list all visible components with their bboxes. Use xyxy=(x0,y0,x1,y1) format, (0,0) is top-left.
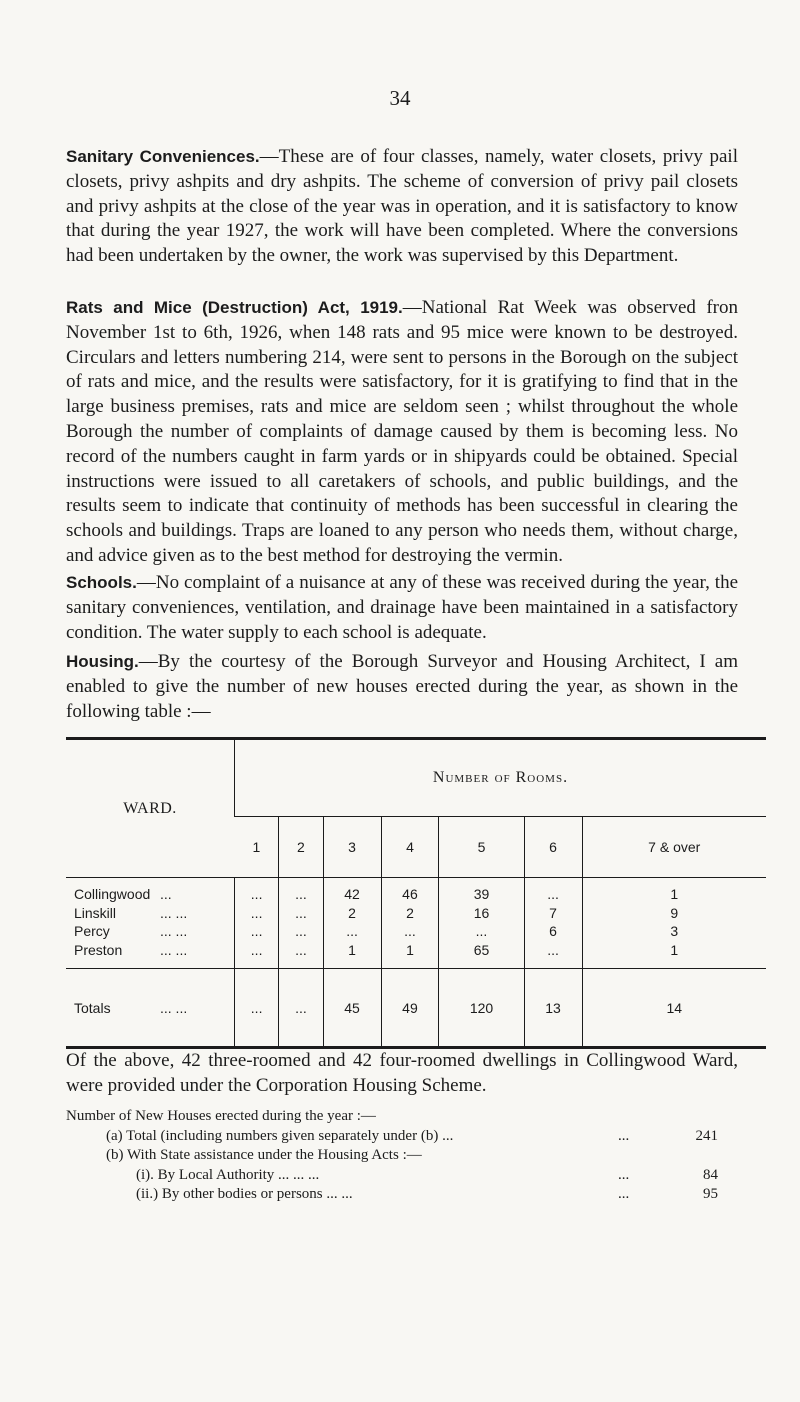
table-cell: 2 xyxy=(348,904,356,921)
total-rooms-3: 45 xyxy=(323,969,381,1048)
total-rooms-4: 49 xyxy=(381,969,439,1048)
totals-row xyxy=(66,969,766,1048)
table-cell: ... xyxy=(295,904,307,921)
rooms-4-header: 4 xyxy=(381,817,439,878)
list-item-text: (b) With State assistance under the Housing Acts :— xyxy=(106,1147,422,1163)
schools-text: —No complaint of a nuisance at any of these was received during the year, the sanitary conveniences, ventilation, and drainage have been maintained in a satisfactory condition. The water supply to each school is adequate. xyxy=(66,572,738,643)
list-item xyxy=(86,1166,718,1186)
table-cell: 3 xyxy=(670,923,679,939)
rats-text: —National Rat Week was observed fron November 1st to 6th, 1926, when 148 rats and 95 mice were known to be destroyed. Circulars and letters numbering 214, were sent to persons in the Borough on the subject of rats and mice, and the results were satisfactory, for it is gratifying to find that in the large business premises, rats and mice are seldom seen ; whilst throughout the whole Borough the number of complaints of damage caused by them is becoming less. No record of the numbers caught in farm yards or in shipyards could be obtained. Special instructions were issued to all caretakers of schools, and public buildings, and the results seem to indicate that continuity of methods has been successful in clearing the schools and buildings. Traps are loaned to any person who needs them, without charge, and advice given as to the best method for destroying the vermin. xyxy=(66,297,738,566)
list-item-text: (i). By Local Authority ... ... ... xyxy=(136,1166,320,1183)
totals-leader-dots: ... ... xyxy=(160,999,188,1016)
table-cell: ... xyxy=(250,941,263,958)
table-cell: ... xyxy=(404,923,416,939)
rooms-3-values xyxy=(323,878,381,969)
table-cell: 65 xyxy=(473,941,490,958)
table-cell: 1 xyxy=(348,941,356,958)
ward-name: Percy xyxy=(74,923,110,939)
total-rooms-2: ... xyxy=(279,969,323,1048)
list-item-text: (a) Total (including numbers given separately under (b) ... xyxy=(106,1127,454,1144)
housing-paragraph xyxy=(66,650,738,724)
housing-heading: Housing. xyxy=(66,652,139,671)
ward-leader-dots: ... ... xyxy=(160,904,188,921)
list-item xyxy=(86,1185,718,1205)
ward-name: Linskill xyxy=(74,904,117,921)
ward-name: Collingwood xyxy=(74,886,151,902)
rooms-2-header: 2 xyxy=(279,817,323,878)
houses-table xyxy=(66,737,766,1049)
totals-label-line xyxy=(74,1000,234,1016)
list-item-value: 241 xyxy=(695,1127,718,1144)
rats-heading: Rats and Mice (Destruction) Act, 1919. xyxy=(66,298,403,317)
table-cell: 1 xyxy=(670,941,679,958)
list-item xyxy=(86,1146,718,1166)
rooms-7-over-values xyxy=(582,878,766,969)
table-cell: ... xyxy=(250,886,263,902)
rooms-5-values xyxy=(439,878,524,969)
sanitary-text: —These are of four classes, namely, water closets, privy pail closets, privy ashpits and dry ashpits. The scheme of conversion of privy pail closets and privy ashpits at the close of the year was in operation, and it is satisfactory to know that during the year 1927, the work will have been completed. Where the conversions had been undertaken by the owner, the work was supervised by this Department. xyxy=(66,146,738,267)
rooms-column-header: Number of Rooms. xyxy=(235,739,767,817)
list-item-value: 95 xyxy=(703,1186,718,1202)
list-item-text: (ii.) By other bodies or persons ... ... xyxy=(136,1186,353,1202)
totals-label: Totals xyxy=(74,999,111,1016)
table-cell: 46 xyxy=(402,886,418,902)
rooms-7-over-header: 7 & over xyxy=(582,817,766,878)
list-item-dots xyxy=(618,1146,678,1166)
rooms-5-header: 5 xyxy=(439,817,524,878)
list-item-dots: ... xyxy=(618,1166,630,1183)
total-rooms-5: 120 xyxy=(439,969,524,1048)
table-cell: 42 xyxy=(344,886,360,902)
ward-rows xyxy=(66,878,766,969)
rooms-1-header: 1 xyxy=(235,817,279,878)
table-cell: 39 xyxy=(473,886,490,902)
rooms-6-header: 6 xyxy=(524,817,582,878)
table-cell: 7 xyxy=(549,904,557,921)
table-cell: ... xyxy=(250,923,263,939)
table-cell: ... xyxy=(547,886,559,902)
list-item-dots: ... xyxy=(618,1186,630,1202)
table-cell: 9 xyxy=(670,904,679,921)
table-cell: 2 xyxy=(406,904,414,921)
table-row xyxy=(74,922,234,941)
table-cell: 6 xyxy=(549,923,557,939)
table-cell: ... xyxy=(250,904,263,921)
table-cell: ... xyxy=(346,923,358,939)
table-cell: ... xyxy=(475,923,488,939)
sanitary-paragraph xyxy=(66,145,738,269)
new-houses-list xyxy=(66,1107,718,1205)
table-header-row xyxy=(66,739,766,817)
table-cell: 1 xyxy=(670,886,679,902)
sanitary-heading: Sanitary Conveniences. xyxy=(66,147,260,166)
rooms-1-values xyxy=(235,878,279,969)
table-cell: ... xyxy=(295,886,307,902)
list-item-dots: ... xyxy=(618,1127,630,1144)
total-rooms-7-over: 14 xyxy=(582,969,766,1048)
list-intro: Number of New Houses erected during the year :— xyxy=(66,1108,376,1124)
rooms-4-values xyxy=(381,878,439,969)
table-row xyxy=(74,941,234,960)
ward-names-cell xyxy=(66,878,235,969)
table-row xyxy=(74,904,234,923)
ward-name: Preston xyxy=(74,941,123,958)
page-number: 34 xyxy=(389,86,411,110)
ward-leader-dots: ... ... xyxy=(160,923,188,939)
ward-leader-dots: ... ... xyxy=(160,941,188,958)
rooms-6-values xyxy=(524,878,582,969)
rooms-3-header: 3 xyxy=(323,817,381,878)
table-cell: ... xyxy=(295,923,307,939)
table-cell: ... xyxy=(547,941,559,958)
table-cell: 1 xyxy=(406,941,414,958)
rats-paragraph xyxy=(66,296,738,569)
list-item-value xyxy=(678,1146,718,1166)
totals-label-cell xyxy=(66,969,235,1048)
schools-heading: Schools. xyxy=(66,573,137,592)
summary-paragraph: Of the above, 42 three-roomed and 42 four-roomed dwellings in Collingwood Ward, were provided under the Corporation Housing Scheme. xyxy=(66,1050,738,1096)
housing-text: —By the courtesy of the Borough Surveyor and Housing Architect, I am enabled to give the number of new houses erected during the year, as shown in the following table :— xyxy=(66,651,738,722)
list-item xyxy=(86,1127,718,1147)
rooms-2-values xyxy=(279,878,323,969)
ward-column-header: WARD. xyxy=(123,799,177,817)
schools-paragraph xyxy=(66,571,738,645)
list-item-value: 84 xyxy=(703,1166,718,1183)
table-cell: ... xyxy=(295,941,307,958)
total-rooms-6: 13 xyxy=(524,969,582,1048)
table-row xyxy=(74,885,234,904)
table-cell: 16 xyxy=(473,904,490,921)
total-rooms-1: ... xyxy=(235,969,279,1048)
ward-leader-dots: ... xyxy=(160,886,172,902)
